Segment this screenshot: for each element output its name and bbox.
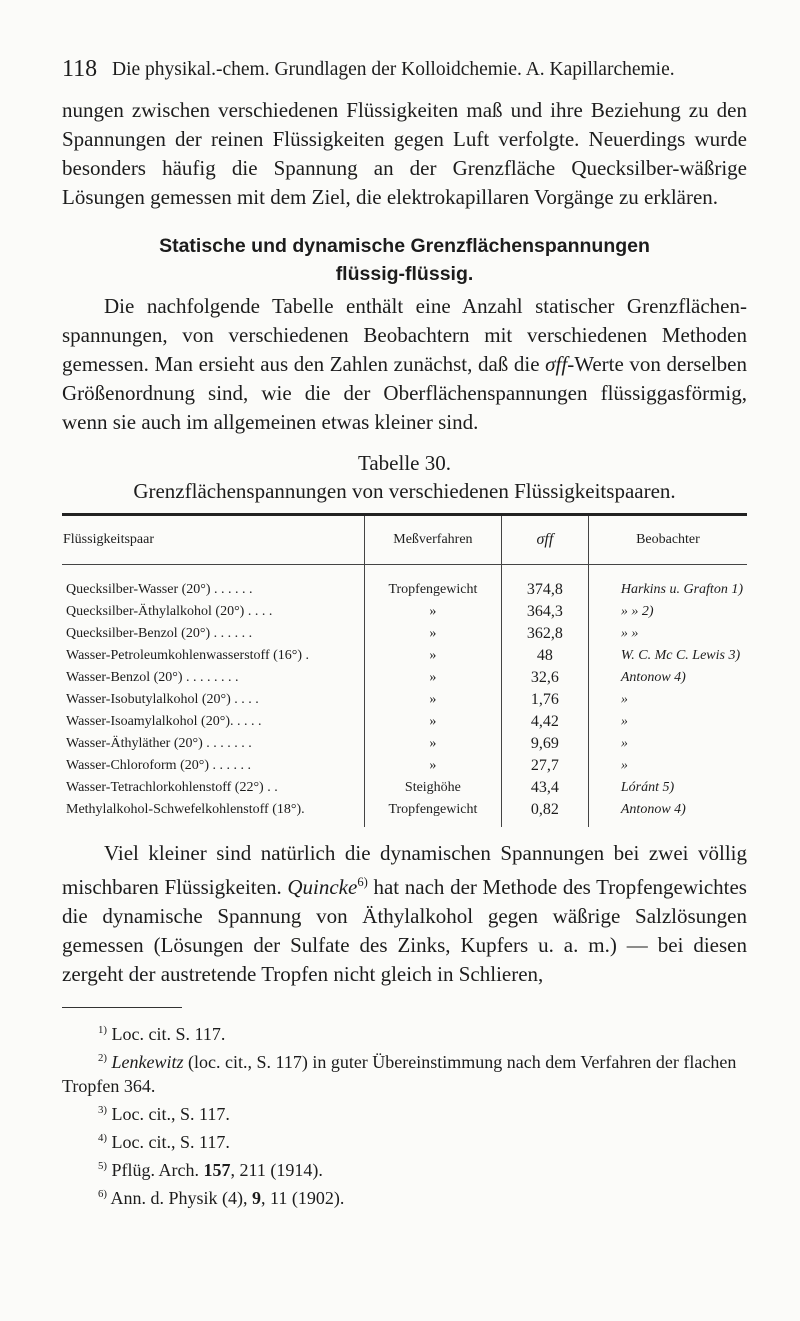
table-row — [62, 667, 747, 689]
cell-method: » — [364, 733, 501, 755]
cell-pair: Wasser-Chloroform (20°) . . . . . . — [66, 758, 251, 773]
table-row — [62, 623, 747, 645]
cell-observer: » — [588, 711, 747, 733]
footnote-5 — [62, 1154, 747, 1182]
footnote-number: 5) — [98, 1160, 107, 1172]
footnote-text: Loc. cit. S. 117. — [111, 1024, 226, 1044]
footnote-text: Loc. cit., S. 117. — [111, 1104, 230, 1124]
cell-pair: Quecksilber-Wasser (20°) . . . . . . — [66, 582, 253, 597]
paragraph-1: nungen zwischen verschiedenen Flüssigkeiten maß und ihre Beziehung zu den Spannungen der reinen Flüssigkeiten gegen Luft verfolgte. Neuerdings wurde besonders häufig die Spannung an der Grenzfläche Quecksilber-wäßrige Lösungen gemessen mit dem Ziel, die elektrokapillaren Vorgänge zu erklären. — [62, 98, 747, 209]
header-sigma: σff — [501, 515, 588, 565]
cell-value: 43,4 — [501, 777, 588, 799]
footnote-text: (loc. cit., S. 117) in guter Übereinstimmung nach dem Verfahren der flachen Tropfen 364. — [62, 1052, 737, 1096]
cell-value: 4,42 — [501, 711, 588, 733]
footnote-text: Pflüg. Arch. — [111, 1160, 204, 1180]
sigma-symbol: σff — [545, 352, 568, 376]
footnote-number: 1) — [98, 1024, 107, 1036]
table-row — [62, 799, 747, 827]
table-row — [62, 755, 747, 777]
cell-value: 1,76 — [501, 689, 588, 711]
cell-value: 0,82 — [501, 799, 588, 827]
cell-pair: Methylalkohol-Schwefelkohlenstoff (18°). — [66, 802, 305, 817]
table-row — [62, 645, 747, 667]
cell-observer: Lóránt 5) — [588, 777, 747, 799]
cell-value: 32,6 — [501, 667, 588, 689]
paragraph-2-part-2: -Werte von derselben Größenordnung sind, wie die der Oberflächenspannungen flüssiggasförmig, wenn sie auch im allgemeinen etwas kleiner sind. — [62, 352, 747, 434]
cell-value: 374,8 — [501, 565, 588, 602]
table-header-row — [62, 515, 747, 565]
table-row — [62, 689, 747, 711]
footnote-number: 6) — [98, 1188, 107, 1200]
footnote-divider — [62, 1007, 182, 1008]
cell-method: Steighöhe — [364, 777, 501, 799]
cell-pair: Wasser-Petroleumkohlenwasserstoff (16°) . — [66, 648, 310, 663]
paragraph-3-part-1: Viel kleiner sind natürlich die dynamischen Spannungen bei zwei völlig mischbaren Flüssigkeiten. — [62, 841, 747, 899]
footnote-2 — [62, 1046, 747, 1098]
footnote-volume: 9 — [252, 1188, 262, 1208]
cell-method: » — [364, 711, 501, 733]
cell-method: » — [364, 623, 501, 645]
footnote-number: 4) — [98, 1132, 107, 1144]
book-page — [62, 56, 747, 1210]
cell-method: » — [364, 601, 501, 623]
cell-observer: » » 2) — [588, 601, 747, 623]
cell-observer: » » — [588, 623, 747, 645]
cell-pair: Wasser-Benzol (20°) . . . . . . . . — [66, 670, 239, 685]
paragraph-2 — [62, 292, 747, 437]
cell-pair: Wasser-Isobutylalkohol (20°) . . . . — [66, 692, 259, 707]
cell-method: » — [364, 689, 501, 711]
cell-observer: » — [588, 689, 747, 711]
footnote-text: Loc. cit., S. 117. — [111, 1132, 230, 1152]
footnote-author: Lenkewitz — [111, 1052, 184, 1072]
table-row — [62, 777, 747, 799]
header-liquid-pair: Flüssigkeitspaar — [62, 515, 364, 565]
section-heading-line-1: Statische und dynamische Grenzflächenspannungen — [159, 235, 650, 257]
section-heading — [62, 232, 747, 288]
cell-pair: Quecksilber-Benzol (20°) . . . . . . — [66, 626, 253, 641]
table-row — [62, 733, 747, 755]
paragraph-3-part-2: hat nach der Methode des Tropfengewichtes die dynamische Spannung von Äthylalkohol gegen wäßrige Salzlösungen gemessen (Lösungen der Sulfate des Zinks, Kupfers u. a. m.) — bei diesen zergeht der austretende Tropfen nicht gleich in Schlieren, — [62, 875, 747, 986]
footnote-4 — [62, 1126, 747, 1154]
footnote-6 — [62, 1182, 747, 1210]
page-header — [62, 56, 747, 96]
paragraph-2-part-1: Die nachfolgende Tabelle enthält eine Anzahl statischer Grenzflächenspannungen, von verschiedenen Beobachtern mit verschiedenen Methoden gemessen. Man ersieht aus den Zahlen zunächst, daß die — [62, 294, 747, 376]
footnotes — [62, 1018, 747, 1210]
cell-observer: Antonow 4) — [588, 799, 747, 827]
cell-observer: W. C. Mc C. Lewis 3) — [588, 645, 747, 667]
footnote-text: , 11 (1902). — [261, 1188, 345, 1208]
running-title: Die physikal.-chem. Grundlagen der Kolloidchemie. A. Kapillarchemie. — [112, 59, 675, 80]
section-heading-line-2: flüssig-flüssig. — [335, 263, 474, 285]
cell-value: 48 — [501, 645, 588, 667]
footnote-ref-6: 6) — [357, 875, 368, 889]
cell-observer: » — [588, 733, 747, 755]
cell-pair: Wasser-Äthyläther (20°) . . . . . . . — [66, 736, 252, 751]
cell-pair: Quecksilber-Äthylalkohol (20°) . . . . — [66, 604, 273, 619]
cell-method: Tropfengewicht — [364, 799, 501, 827]
footnote-3 — [62, 1098, 747, 1126]
interfacial-tension-table — [62, 513, 747, 827]
cell-method: » — [364, 667, 501, 689]
cell-method: » — [364, 645, 501, 667]
table-number: Tabelle 30. — [358, 451, 451, 475]
footnote-text: , 211 (1914). — [230, 1160, 323, 1180]
paragraph-3 — [62, 839, 747, 989]
footnote-number: 2) — [98, 1052, 107, 1064]
quincke-author: Quincke — [287, 875, 358, 899]
cell-observer: Harkins u. Grafton 1) — [588, 565, 747, 602]
cell-observer: » — [588, 755, 747, 777]
footnote-1 — [62, 1018, 747, 1046]
cell-method: » — [364, 755, 501, 777]
cell-pair: Wasser-Isoamylalkohol (20°). . . . . — [66, 714, 262, 729]
footnote-number: 3) — [98, 1104, 107, 1116]
table-title: Grenzflächenspannungen von verschiedenen Flüssigkeitspaaren. — [133, 479, 676, 503]
header-observer: Beobachter — [588, 515, 747, 565]
cell-method: Tropfengewicht — [364, 565, 501, 602]
cell-value: 364,3 — [501, 601, 588, 623]
page-number: 118 — [62, 56, 98, 82]
cell-value: 362,8 — [501, 623, 588, 645]
footnote-volume: 157 — [203, 1160, 231, 1180]
header-method: Meßverfahren — [364, 515, 501, 565]
table-row — [62, 565, 747, 602]
footnote-text: Ann. d. Physik (4), — [110, 1188, 253, 1208]
cell-value: 9,69 — [501, 733, 588, 755]
cell-pair: Wasser-Tetrachlorkohlenstoff (22°) . . — [66, 780, 278, 795]
table-row — [62, 711, 747, 733]
cell-observer: Antonow 4) — [588, 667, 747, 689]
cell-value: 27,7 — [501, 755, 588, 777]
table-row — [62, 601, 747, 623]
